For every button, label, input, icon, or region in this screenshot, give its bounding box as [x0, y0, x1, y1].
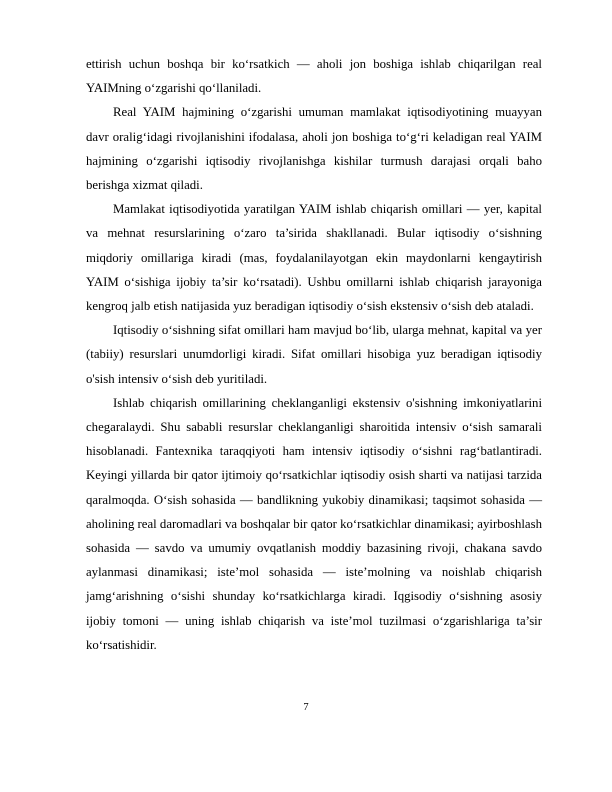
- body-text: [86, 52, 542, 657]
- page-number: 7: [303, 702, 309, 713]
- paragraph-production-factors: Mamlakat iqtisodiyotida yaratilgan YAIM ishlab chiqarish omillari — yer, kapital va mehnat resurslarining o‘zaro ta’sirida shakllanadi. Bular iqtisodiy o‘sishning miqdoriy omillariga kiradi (mas, foydalanilayotgan ekin maydonlarni kengaytirish YAIM o‘sishiga ijobiy ta’sir ko‘rsatadi). Ushbu omillarni ishlab chiqarish jarayoniga kengroq jalb etish natijasida yuz beradigan iqtisodiy o‘sish ekstensiv o‘sish deb ataladi.: [86, 202, 542, 314]
- paragraph-limits-growth: Ishlab chiqarish omillarining cheklanganligi ekstensiv o'sishning imkoniyatlarini chegaralaydi. Shu sababli resurslar cheklanganligi sharoitida intensiv o‘sish samarali hisoblanadi. Fantexnika taraqqiyoti ham intensiv iqtisodiy o‘sishni rag‘batlantiradi. Keyingi yillarda bir qator ijtimoiy qo‘rsatkichlar iqtisodiy osish sharti va natijasi tarzida qaralmoqda. O‘sish sohasida — bandlikning yukobiy dinamikasi; taqsimot sohasida — aholining real daromadlari va boshqalar bir qator ko‘rsatkichlar dinamikasi; ayirboshlash sohasida — savdo va umumiy ovqatlanish moddiy bazasining rivoji, chakana savdo aylanmasi dinamikasi; iste’mol sohasida — iste’molning va noishlab chiqarish jamg‘arishning o‘sishi shunday ko‘rsatkichlarga kiradi. Iqgisodiy o‘sishning asosiy ijobiy tomoni — uning ishlab chiqarish va iste’mol tuzilmasi o‘zgarishlariga ta’sir ko‘rsatishidir.: [86, 395, 542, 652]
- paragraph-continuation: ettirish uchun boshqa bir ko‘rsatkich — aholi jon boshiga ishlab chiqarilgan real YAIMning o‘zgarishi qo‘llaniladi.: [86, 57, 542, 96]
- paragraph-quality-factors: Iqtisodiy o‘sishning sifat omillari ham mavjud bo‘lib, ularga mehnat, kapital va yer (tabiiy) resurslari unumdorligi kiradi. Sifat omillari hisobiga yuz beradigan iqtisodiy o'sish intensiv o‘sish deb yuritiladi.: [86, 323, 542, 386]
- paragraph-real-gdp: Real YAIM hajmining o‘zgarishi umuman mamlakat iqtisodiyotining muayyan davr oralig‘idagi rivojlanishini ifodalasa, aholi jon boshiga to‘g‘ri keladigan real YAIM hajmining o‘zgarishi iqtisodiy rivojlanishga kishilar turmush darajasi orqali baho berishga xizmat qiladi.: [86, 105, 542, 193]
